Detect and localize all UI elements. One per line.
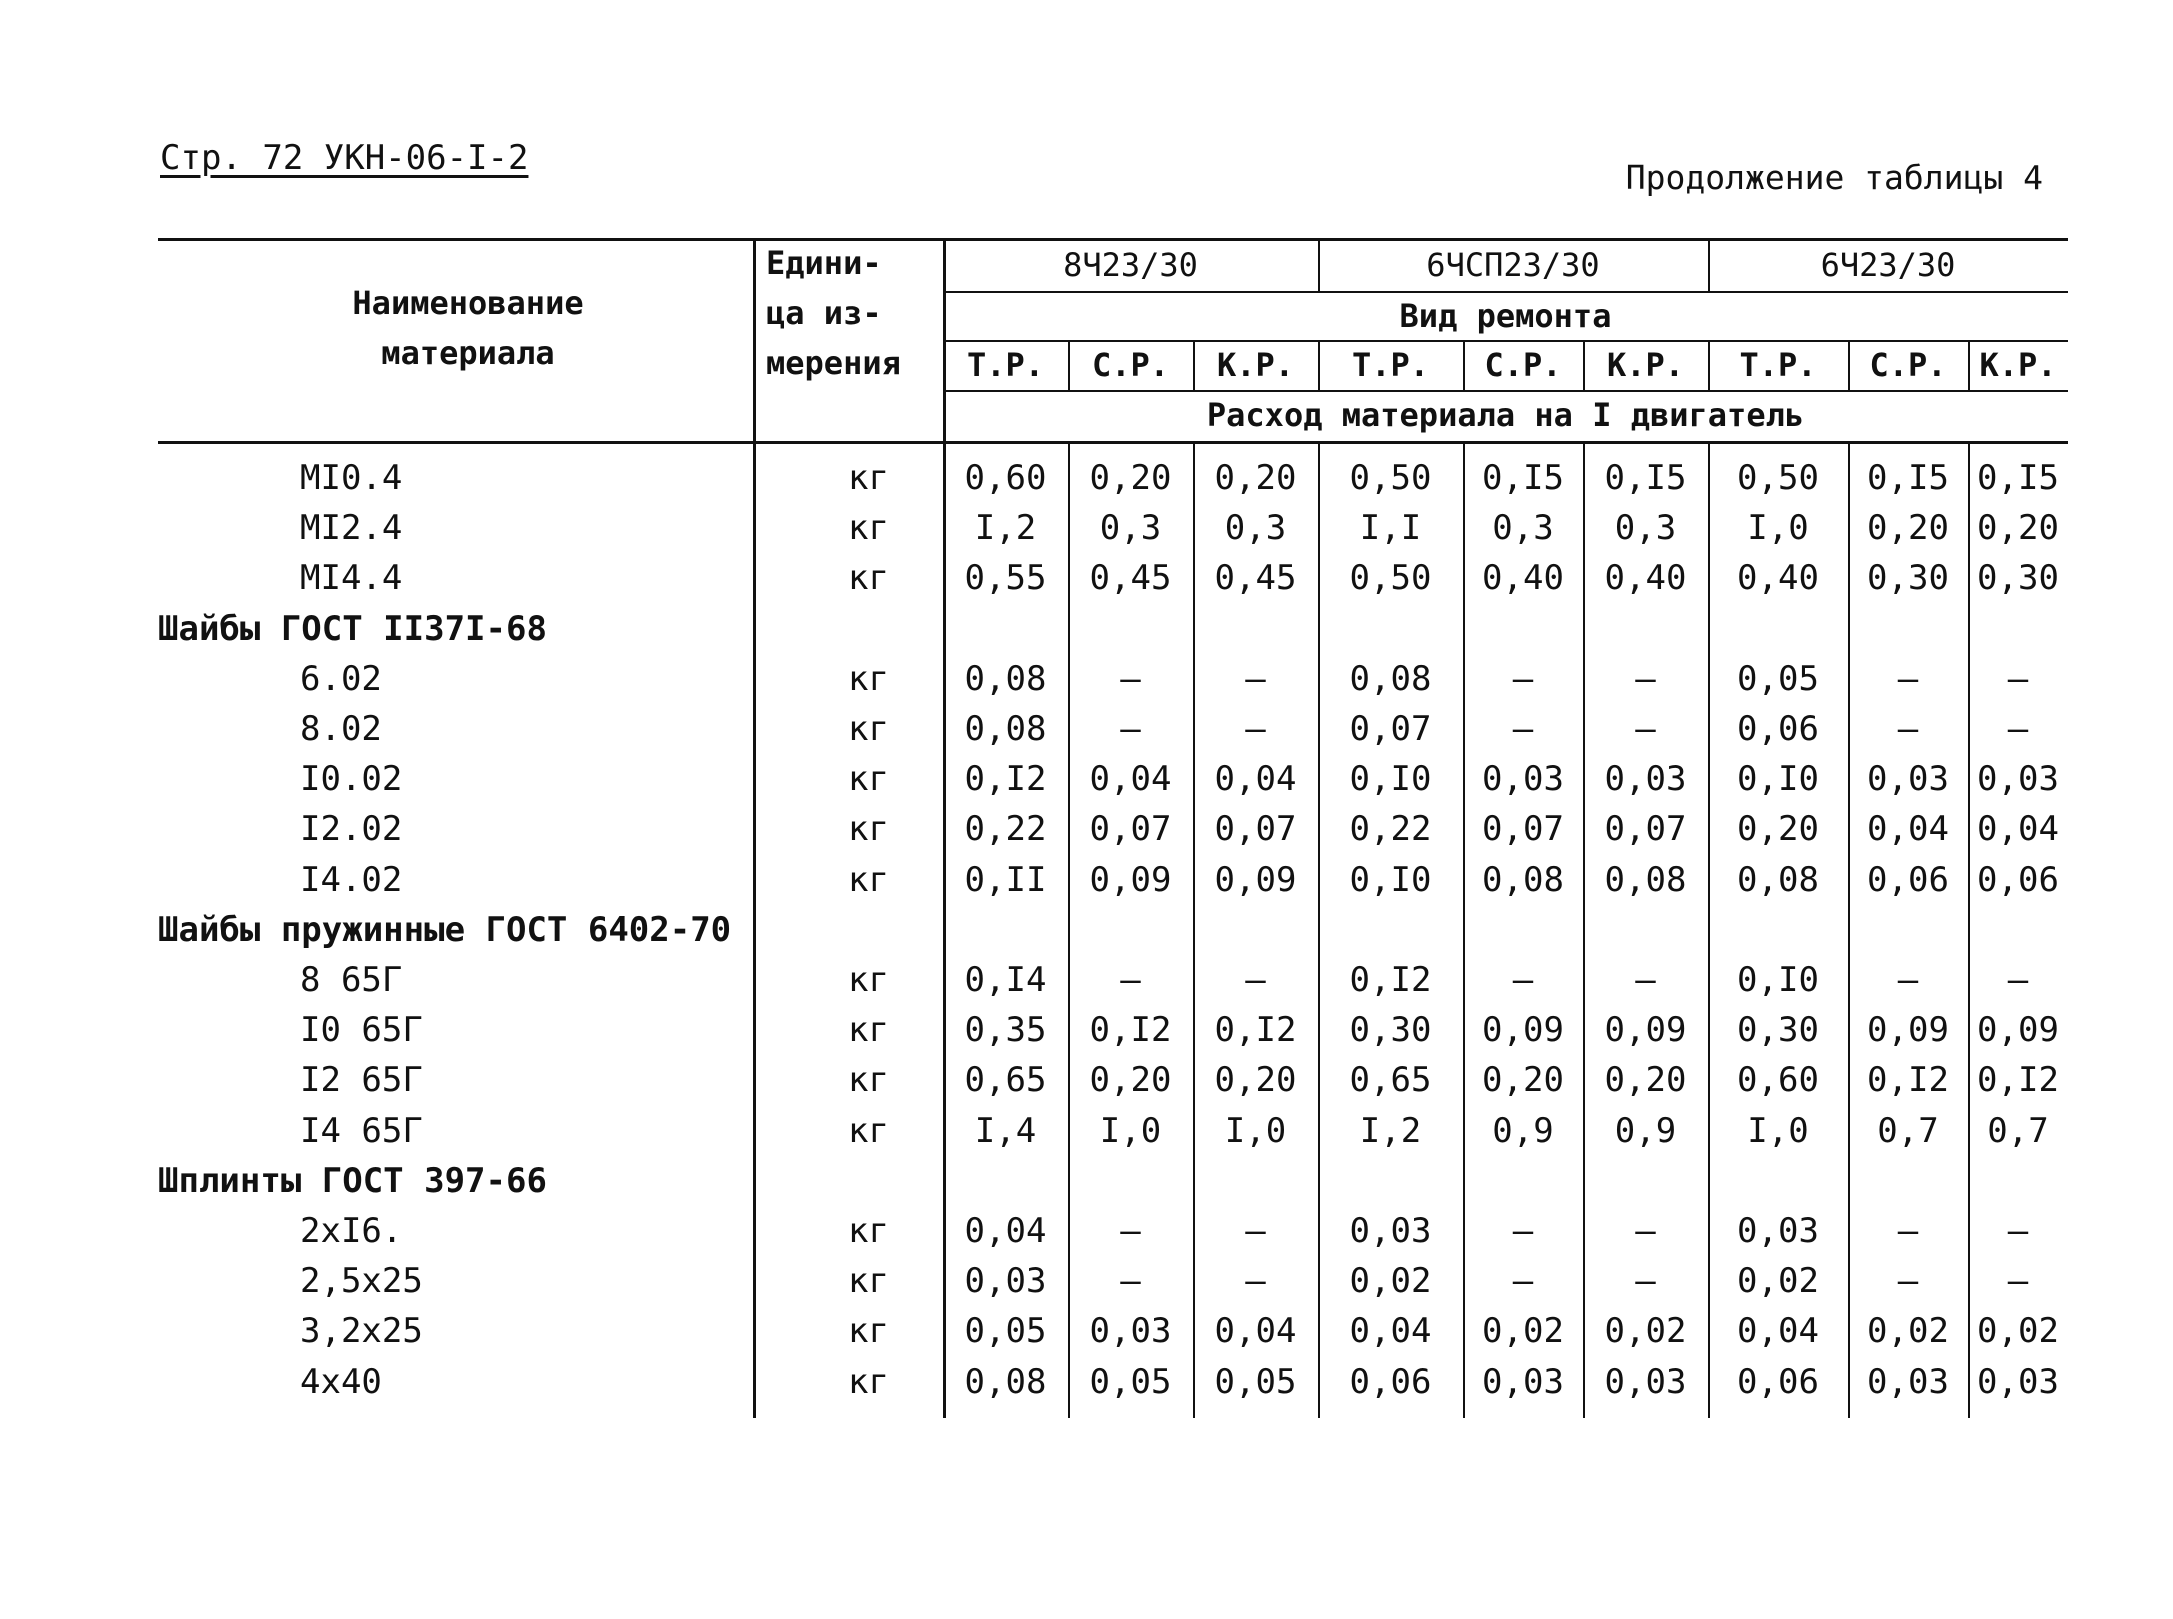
header-bottom-rule — [158, 441, 2068, 444]
value-cell: 0,30 — [1867, 558, 1949, 598]
value-cell: – — [1120, 709, 1141, 749]
value-cell: 0,03 — [1867, 759, 1949, 799]
value-cell: 0,I4 — [964, 960, 1047, 1000]
value-cell: – — [1120, 1211, 1141, 1251]
value-cell: – — [1635, 709, 1656, 749]
value-cell: I,4 — [974, 1111, 1037, 1151]
value-cell: 0,60 — [964, 458, 1047, 498]
unit-cell: кг — [848, 458, 889, 498]
engine-6ch23-30: 6Ч23/30 — [1820, 246, 1956, 284]
value-cell: 0,04 — [1214, 1311, 1297, 1351]
value-cell: 0,06 — [1737, 1362, 1819, 1402]
material-name: I0 65Г — [300, 1010, 423, 1050]
value-cell: I,0 — [1747, 1111, 1809, 1151]
value-cell: 0,03 — [1349, 1211, 1432, 1251]
value-cell: 0,I2 — [1349, 960, 1432, 1000]
unit-header-line-2: ца из- — [766, 294, 882, 332]
value-cell: 0,45 — [1089, 558, 1172, 598]
value-cell: – — [1120, 960, 1141, 1000]
value-cell: 0,3 — [1099, 508, 1162, 548]
value-cell: 0,08 — [1482, 860, 1564, 900]
value-cell: 0,I5 — [1604, 458, 1687, 498]
value-cell: 0,04 — [1214, 759, 1297, 799]
unit-cell: кг — [848, 809, 889, 849]
value-cell: 0,08 — [964, 659, 1047, 699]
value-cell: 0,09 — [1977, 1010, 2059, 1050]
repair-type-cell: С.Р. — [1484, 346, 1562, 384]
value-cell: – — [1897, 659, 1919, 699]
value-cell: 0,04 — [1977, 809, 2059, 849]
value-cell: – — [1120, 659, 1141, 699]
material-name: 6.02 — [300, 659, 382, 699]
material-name: MI4.4 — [300, 558, 403, 598]
value-cell: 0,08 — [1349, 659, 1432, 699]
material-name: 8.02 — [300, 709, 382, 749]
value-cell: 0,03 — [964, 1261, 1047, 1301]
value-cell: 0,I2 — [964, 759, 1047, 799]
unit-cell: кг — [848, 759, 889, 799]
value-cell: 0,9 — [1614, 1111, 1677, 1151]
value-cell: 0,7 — [1877, 1111, 1939, 1151]
value-cell: 0,20 — [1977, 508, 2059, 548]
material-name: 3,2x25 — [300, 1311, 423, 1351]
value-cell: – — [1245, 960, 1266, 1000]
value-cell: 0,50 — [1737, 458, 1819, 498]
value-cell: 0,20 — [1089, 1060, 1172, 1100]
material-name: I2 65Г — [300, 1060, 423, 1100]
value-cell: 0,04 — [964, 1211, 1047, 1251]
group-heading: Шайбы ГОСТ II37I-68 — [158, 609, 547, 649]
unit-header-line-1: Едини- — [766, 244, 882, 282]
value-cell: – — [1897, 960, 1919, 1000]
value-cell: – — [2007, 1261, 2029, 1301]
value-cell: 0,40 — [1482, 558, 1564, 598]
value-cell: 0,9 — [1492, 1111, 1554, 1151]
unit-header-line-3: мерения — [766, 344, 901, 382]
value-cell: 0,08 — [964, 1362, 1047, 1402]
value-cell: 0,04 — [1867, 809, 1949, 849]
value-cell: – — [1120, 1261, 1141, 1301]
value-cell: 0,60 — [1737, 1060, 1819, 1100]
value-cell: – — [2007, 709, 2029, 749]
value-cell: – — [1512, 1261, 1534, 1301]
value-cell: – — [1245, 1211, 1266, 1251]
repair-type-cell: Т.Р. — [966, 346, 1045, 384]
name-unit-divider — [753, 238, 756, 1418]
material-name: I4 65Г — [300, 1111, 423, 1151]
value-cell: – — [2007, 659, 2029, 699]
material-name: 4x40 — [300, 1362, 382, 1402]
material-name: 8 65Г — [300, 960, 403, 1000]
unit-cell: кг — [848, 1211, 889, 1251]
value-cell: 0,45 — [1214, 558, 1297, 598]
value-cell: 0,07 — [1089, 809, 1172, 849]
unit-cell: кг — [848, 558, 889, 598]
value-cell: I,0 — [1747, 508, 1809, 548]
value-cell: 0,07 — [1214, 809, 1297, 849]
value-cell: 0,I0 — [1349, 860, 1432, 900]
value-cell: 0,3 — [1224, 508, 1287, 548]
engine-6chsp23-30: 6ЧСП23/30 — [1426, 246, 1600, 284]
engine-8ch23-30: 8Ч23/30 — [1063, 246, 1198, 284]
value-cell: I,2 — [974, 508, 1037, 548]
value-cell: 0,09 — [1214, 860, 1297, 900]
material-name: I2.02 — [300, 809, 403, 849]
value-cell: – — [1512, 1211, 1534, 1251]
unit-cell: кг — [848, 1010, 889, 1050]
consumption-header: Расход материала на I двигатель — [1206, 396, 1805, 434]
unit-cell: кг — [848, 1362, 889, 1402]
value-cell: 0,07 — [1482, 809, 1564, 849]
value-cell: 0,I2 — [1214, 1010, 1297, 1050]
value-cell: 0,03 — [1737, 1211, 1819, 1251]
value-cell: 0,20 — [1214, 458, 1297, 498]
value-cell: 0,02 — [1977, 1311, 2059, 1351]
repair-type-cell: Т.Р. — [1739, 346, 1817, 384]
value-cell: 0,08 — [1604, 860, 1687, 900]
value-cell: – — [1897, 709, 1919, 749]
value-cell: 0,04 — [1737, 1311, 1819, 1351]
value-cell: 0,20 — [1482, 1060, 1564, 1100]
repair-type-cell: К.Р. — [1606, 346, 1685, 384]
value-cell: – — [1245, 709, 1266, 749]
value-cell: I,0 — [1224, 1111, 1287, 1151]
unit-cell: кг — [848, 1261, 889, 1301]
value-cell: 0,06 — [1737, 709, 1819, 749]
value-cell: – — [1512, 960, 1534, 1000]
value-cell: 0,I2 — [1867, 1060, 1949, 1100]
value-cell: 0,05 — [1089, 1362, 1172, 1402]
value-cell: 0,09 — [1867, 1010, 1949, 1050]
value-cell: I,2 — [1359, 1111, 1422, 1151]
value-cell: 0,20 — [1089, 458, 1172, 498]
value-cell: 0,65 — [1349, 1060, 1432, 1100]
value-cell: 0,08 — [1737, 860, 1819, 900]
value-cell: 0,04 — [1349, 1311, 1432, 1351]
value-cell: 0,03 — [1604, 1362, 1687, 1402]
value-cell: – — [1635, 1211, 1656, 1251]
value-cell: 0,3 — [1492, 508, 1554, 548]
value-cell: 0,50 — [1349, 458, 1432, 498]
repair-type-cell: С.Р. — [1869, 346, 1947, 384]
value-cell: – — [2007, 1211, 2029, 1251]
value-cell: 0,02 — [1604, 1311, 1687, 1351]
value-cell: 0,02 — [1482, 1311, 1564, 1351]
value-cell: 0,05 — [1737, 659, 1819, 699]
value-cell: 0,I5 — [1977, 458, 2059, 498]
value-cell: 0,07 — [1604, 809, 1687, 849]
value-cell: 0,II — [964, 860, 1047, 900]
value-cell: 0,40 — [1604, 558, 1687, 598]
value-cell: – — [1245, 1261, 1266, 1301]
material-name: MI0.4 — [300, 458, 403, 498]
materials-table — [158, 238, 2068, 1418]
value-cell: 0,40 — [1737, 558, 1819, 598]
value-cell: – — [1897, 1261, 1919, 1301]
value-cell: 0,08 — [964, 709, 1047, 749]
value-cell: 0,07 — [1349, 709, 1432, 749]
value-cell: 0,02 — [1349, 1261, 1432, 1301]
unit-cell: кг — [848, 960, 889, 1000]
value-cell: 0,20 — [1867, 508, 1949, 548]
unit-cell: кг — [848, 508, 889, 548]
repair-type-cell: К.Р. — [1216, 346, 1295, 384]
unit-cell: кг — [848, 659, 889, 699]
unit-cell: кг — [848, 860, 889, 900]
value-cell: 0,20 — [1604, 1060, 1687, 1100]
value-cell: I,0 — [1099, 1111, 1162, 1151]
value-cell: 0,09 — [1604, 1010, 1687, 1050]
value-cell: 0,I5 — [1867, 458, 1949, 498]
value-cell: 0,09 — [1482, 1010, 1564, 1050]
material-name: I0.02 — [300, 759, 403, 799]
value-cell: 0,03 — [1867, 1362, 1949, 1402]
value-cell: 0,04 — [1089, 759, 1172, 799]
value-cell: 0,03 — [1482, 759, 1564, 799]
unit-cell: кг — [848, 709, 889, 749]
value-cell: – — [1897, 1211, 1919, 1251]
value-cell: – — [1635, 960, 1656, 1000]
value-cell: 0,50 — [1349, 558, 1432, 598]
material-name: 2,5x25 — [300, 1261, 423, 1301]
value-cell: 0,03 — [1977, 759, 2059, 799]
material-name-header: Наименование материала — [352, 284, 584, 372]
material-name: I4.02 — [300, 860, 403, 900]
value-cell: – — [1635, 1261, 1656, 1301]
value-cell: 0,03 — [1977, 1362, 2059, 1402]
value-cell: 0,30 — [1977, 558, 2059, 598]
value-cell: 0,06 — [1977, 860, 2059, 900]
value-cell: 0,55 — [964, 558, 1047, 598]
repair-type-cell: С.Р. — [1091, 346, 1170, 384]
value-cell: 0,02 — [1867, 1311, 1949, 1351]
value-cell: 0,20 — [1214, 1060, 1297, 1100]
value-cell: I,I — [1359, 508, 1422, 548]
value-cell: 0,02 — [1737, 1261, 1819, 1301]
value-cell: 0,I0 — [1737, 759, 1819, 799]
value-cell: 0,22 — [964, 809, 1047, 849]
value-cell: 0,I2 — [1089, 1010, 1172, 1050]
value-cell: 0,03 — [1604, 759, 1687, 799]
value-cell: – — [1635, 659, 1656, 699]
material-name: MI2.4 — [300, 508, 403, 548]
unit-cell: кг — [848, 1111, 889, 1151]
value-cell: 0,35 — [964, 1010, 1047, 1050]
value-cell: 0,05 — [1214, 1362, 1297, 1402]
repair-type-cell: К.Р. — [1979, 346, 2057, 384]
table-continuation-label: Продолжение таблицы 4 — [1625, 158, 2043, 197]
value-cell: 0,06 — [1867, 860, 1949, 900]
group-heading: Шайбы пружинные ГОСТ 6402-70 — [158, 910, 732, 950]
value-cell: 0,20 — [1737, 809, 1819, 849]
value-cell: 0,22 — [1349, 809, 1432, 849]
value-cell: – — [1512, 659, 1534, 699]
value-cell: 0,I0 — [1737, 960, 1819, 1000]
material-name: 2xI6. — [300, 1211, 403, 1251]
value-cell: 0,03 — [1482, 1362, 1564, 1402]
value-cell: – — [1512, 709, 1534, 749]
value-cell: 0,I0 — [1349, 759, 1432, 799]
value-cell: 0,05 — [964, 1311, 1047, 1351]
value-cell: 0,03 — [1089, 1311, 1172, 1351]
repair-type-cell: Т.Р. — [1351, 346, 1430, 384]
page-header: Стр. 72 УКН-06-I-2 — [160, 138, 529, 178]
unit-cell: кг — [848, 1311, 889, 1351]
value-cell: 0,30 — [1349, 1010, 1432, 1050]
value-cell: 0,3 — [1614, 508, 1677, 548]
repair-type-header: Вид ремонта — [1399, 297, 1612, 335]
unit-cell: кг — [848, 1060, 889, 1100]
value-cell: 0,I5 — [1482, 458, 1564, 498]
value-cell: 0,06 — [1349, 1362, 1432, 1402]
unit-header — [758, 238, 951, 388]
value-cell: – — [1245, 659, 1266, 699]
value-cell: 0,7 — [1987, 1111, 2049, 1151]
value-cell: 0,30 — [1737, 1010, 1819, 1050]
value-cell: 0,65 — [964, 1060, 1047, 1100]
group-heading: Шплинты ГОСТ 397-66 — [158, 1161, 547, 1201]
value-cell: 0,I2 — [1977, 1060, 2059, 1100]
value-cell: – — [2007, 960, 2029, 1000]
value-cell: 0,09 — [1089, 860, 1172, 900]
